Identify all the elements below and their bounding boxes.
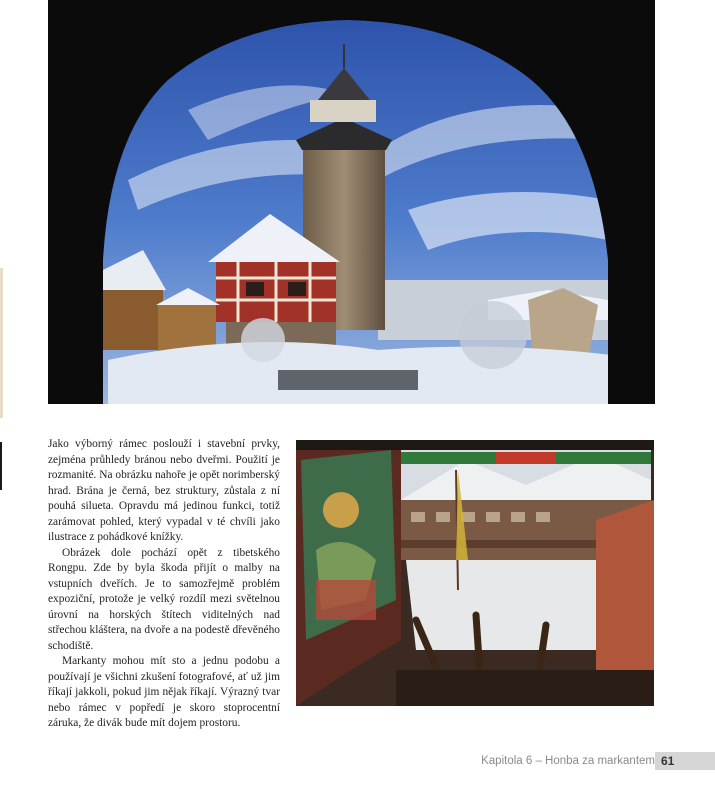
page-number: 61 bbox=[655, 752, 715, 770]
page-footer bbox=[481, 752, 715, 772]
page-edge-marker bbox=[0, 442, 2, 490]
body-text-column bbox=[48, 437, 280, 732]
paragraph-2: Obrázek dole pochází opět z tibetského Rongpu. Zde by byla škoda přijít o malby na vstupních dveřích. Je to samozřejmě problém expoziční, protože je velký rozdíl mezi světelnou úrovní na horských štítech viditelných nad střechou kláštera, na dvoře a na podestě dřevěného schodiště. bbox=[48, 546, 280, 652]
paragraph-1: Jako výborný rámec poslouží i stavební prvky, zejména průhledy bránou nebo dveřmi. Použití je rozmanité. Na obrázku nahoře je opět norimberský hrad. Brána je černá, bez struktury, zůstala z ní pouhá silueta. Opravdu má jedinou funkci, totiž zarámovat pohled, který vypadal v té chvíli jako ilustrace z pohádkové knížky. bbox=[48, 438, 280, 543]
page-edge-marker-top bbox=[0, 268, 3, 418]
monastery-doorway-photo bbox=[296, 440, 654, 706]
chapter-title: Kapitola 6 – Honba za markantem bbox=[481, 755, 655, 767]
castle-through-gate-photo bbox=[48, 0, 655, 404]
paragraph-3: Markanty mohou mít sto a jednu podobu a používají je všichni zkušení fotografové, ať už jim říkají jakkoli, pokud jim nějak říkají. Výrazný tvar nebo rámec v popředí je skoro stoprocentní záruka, že divák bude mít dojem prostoru. bbox=[48, 655, 280, 729]
